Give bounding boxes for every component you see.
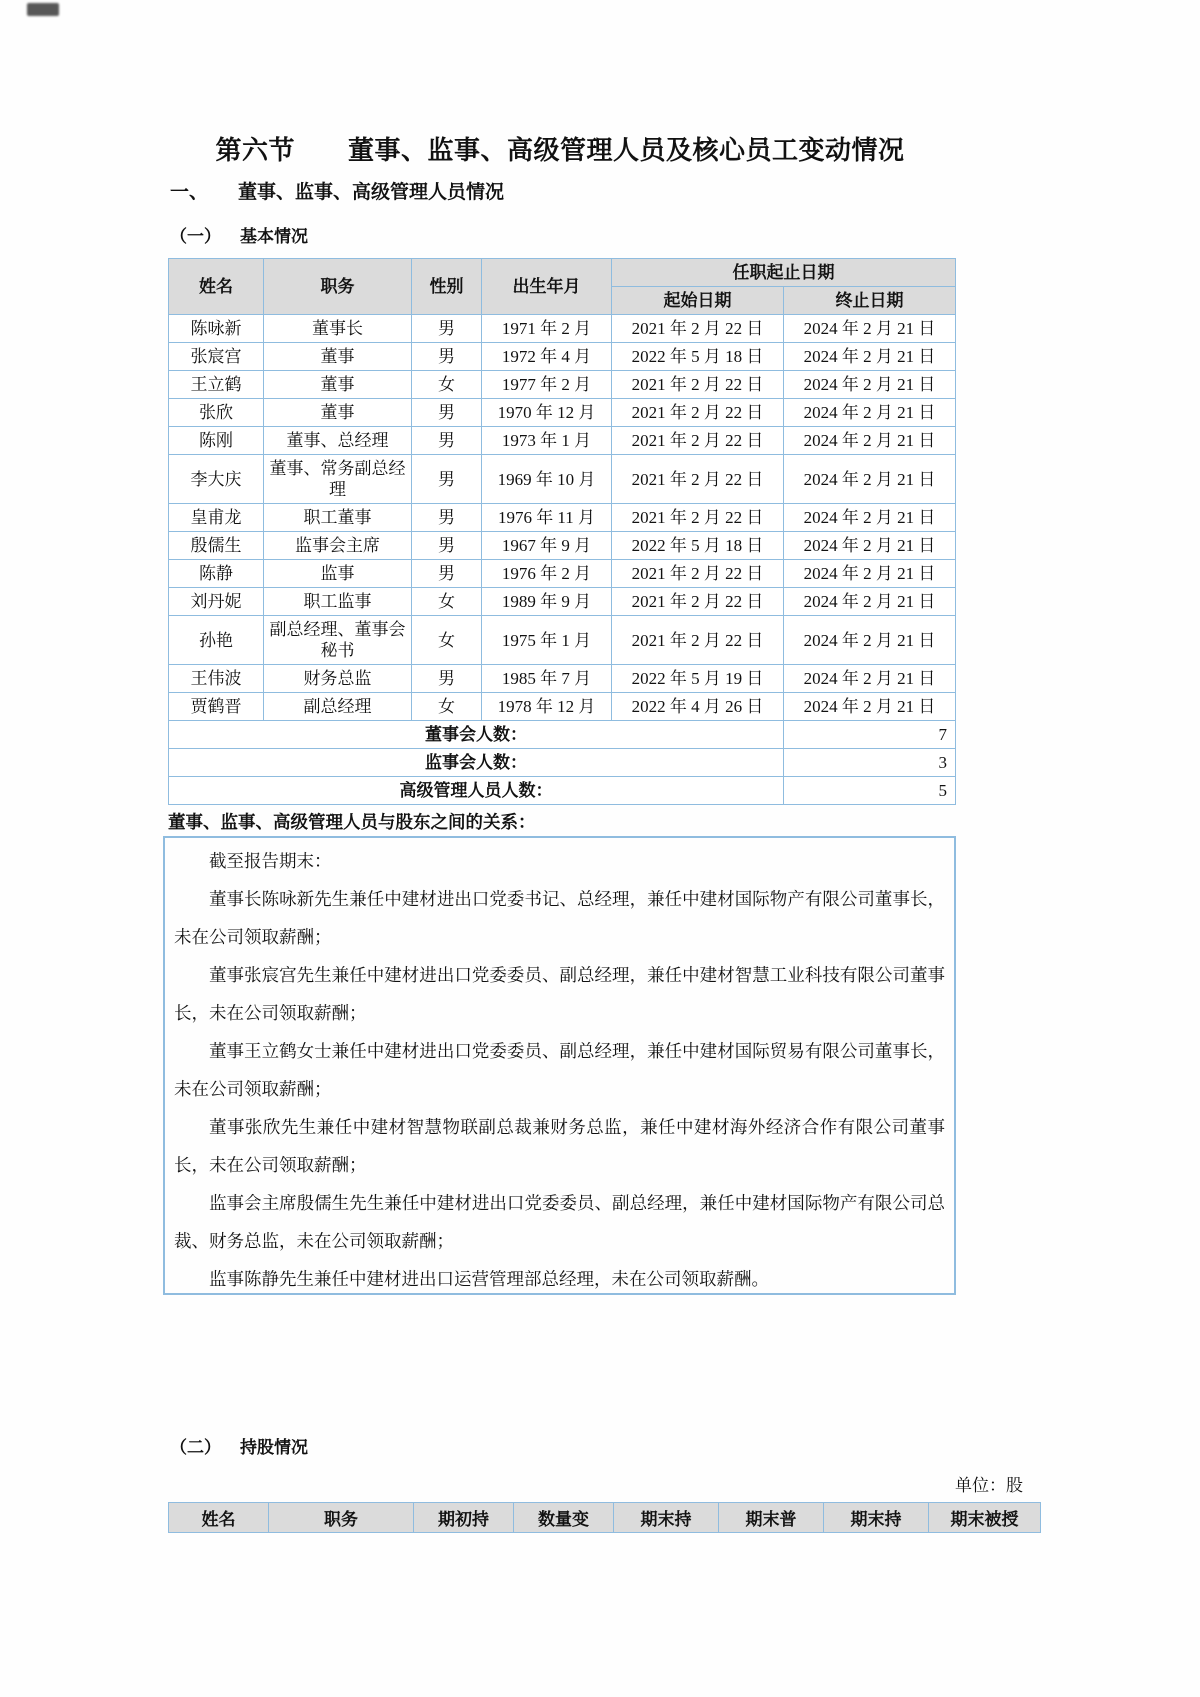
- relations-heading: 董事、监事、高级管理人员与股东之间的关系：: [168, 812, 536, 832]
- relations-text-box: [163, 836, 956, 1295]
- cell-birth: 1985 年 7 月: [482, 665, 612, 693]
- table-row: [169, 315, 956, 343]
- cell-name: 陈刚: [169, 427, 264, 455]
- cell-gender: 男: [412, 665, 482, 693]
- cell-gender: 男: [412, 560, 482, 588]
- cell-name: 皇甫龙: [169, 504, 264, 532]
- relations-paragraph: 监事会主席殷儒生先生兼任中建材进出口党委委员、副总经理，兼任中建材国际物产有限公司总裁、财务总监，未在公司领取薪酬；: [174, 1193, 945, 1251]
- cell-birth: 1978 年 12 月: [482, 693, 612, 721]
- shareholding-col-header: 期初持: [414, 1503, 514, 1533]
- cell-position: 董事、总经理: [264, 427, 412, 455]
- table-row: [169, 693, 956, 721]
- cell-name: 刘丹妮: [169, 588, 264, 616]
- cell-end-date: 2024 年 2 月 21 日: [784, 315, 956, 343]
- section-text: 董事、监事、高级管理人员情况: [238, 182, 505, 203]
- basic-info-table-header: [169, 259, 956, 315]
- cell-position: 董事: [264, 371, 412, 399]
- cell-end-date: 2024 年 2 月 21 日: [784, 693, 956, 721]
- shareholding-col-header: 职务: [269, 1503, 414, 1533]
- cell-end-date: 2024 年 2 月 21 日: [784, 427, 956, 455]
- cell-start-date: 2021 年 2 月 22 日: [612, 455, 784, 504]
- cell-end-date: 2024 年 2 月 21 日: [784, 371, 956, 399]
- section-number: 一、: [170, 182, 209, 203]
- cell-name: 孙艳: [169, 616, 264, 665]
- cell-start-date: 2022 年 5 月 18 日: [612, 343, 784, 371]
- basic-info-table: [168, 258, 956, 805]
- cell-gender: 女: [412, 588, 482, 616]
- cell-position: 董事长: [264, 315, 412, 343]
- cell-gender: 男: [412, 399, 482, 427]
- cell-birth: 1972 年 4 月: [482, 343, 612, 371]
- relations-paragraph: 董事长陈咏新先生兼任中建材进出口党委书记、总经理，兼任中建材国际物产有限公司董事长，未在公司领取薪酬；: [174, 889, 945, 947]
- relations-paragraph: 董事王立鹤女士兼任中建材进出口党委委员、副总经理，兼任中建材国际贸易有限公司董事长，未在公司领取薪酬；: [174, 1041, 945, 1099]
- summary-value: 7: [784, 721, 956, 749]
- cell-position: 监事: [264, 560, 412, 588]
- cell-start-date: 2021 年 2 月 22 日: [612, 399, 784, 427]
- page-title: 第六节 董事、监事、高级管理人员及核心员工变动情况: [215, 135, 905, 165]
- cell-name: 王立鹤: [169, 371, 264, 399]
- table-row: [169, 455, 956, 504]
- summary-label: 董事会人数：: [169, 721, 784, 749]
- summary-row: [169, 749, 956, 777]
- col-header-name: 姓名: [169, 259, 264, 315]
- cell-birth: 1970 年 12 月: [482, 399, 612, 427]
- cell-gender: 男: [412, 343, 482, 371]
- table-row: [169, 371, 956, 399]
- cell-end-date: 2024 年 2 月 21 日: [784, 665, 956, 693]
- col-header-start-date: 起始日期: [612, 287, 784, 315]
- shareholding-table: [168, 1502, 1041, 1533]
- cell-start-date: 2021 年 2 月 22 日: [612, 560, 784, 588]
- col-header-birth: 出生年月: [482, 259, 612, 315]
- cell-name: 殷儒生: [169, 532, 264, 560]
- cell-position: 财务总监: [264, 665, 412, 693]
- table-row: [169, 532, 956, 560]
- cell-gender: 男: [412, 427, 482, 455]
- scan-artifact: [27, 3, 59, 16]
- cell-birth: 1975 年 1 月: [482, 616, 612, 665]
- cell-gender: 男: [412, 315, 482, 343]
- cell-name: 李大庆: [169, 455, 264, 504]
- cell-birth: 1969 年 10 月: [482, 455, 612, 504]
- section-heading-1: [170, 181, 504, 205]
- shareholding-col-header: 数量变: [514, 1503, 614, 1533]
- subsection-heading-holding: [170, 1437, 308, 1459]
- relations-paragraph: 截至报告期末：: [209, 851, 332, 871]
- cell-gender: 女: [412, 616, 482, 665]
- cell-position: 董事、常务副总经理: [264, 455, 412, 504]
- cell-birth: 1973 年 1 月: [482, 427, 612, 455]
- shareholding-table-header: [169, 1503, 1041, 1533]
- cell-gender: 女: [412, 371, 482, 399]
- cell-name: 陈咏新: [169, 315, 264, 343]
- summary-row: [169, 777, 956, 805]
- cell-name: 张宸宫: [169, 343, 264, 371]
- shareholding-col-header: 期末被授: [929, 1503, 1041, 1533]
- cell-start-date: 2021 年 2 月 22 日: [612, 427, 784, 455]
- table-row: [169, 665, 956, 693]
- cell-birth: 1989 年 9 月: [482, 588, 612, 616]
- shareholding-col-header: 期末持: [614, 1503, 719, 1533]
- summary-label: 高级管理人员人数：: [169, 777, 784, 805]
- cell-birth: 1976 年 11 月: [482, 504, 612, 532]
- cell-position: 副总经理、董事会秘书: [264, 616, 412, 665]
- subsection-text: 基本情况: [240, 227, 308, 246]
- cell-start-date: 2021 年 2 月 22 日: [612, 616, 784, 665]
- cell-gender: 男: [412, 455, 482, 504]
- subsection-heading-basic: [170, 226, 308, 248]
- cell-start-date: 2021 年 2 月 22 日: [612, 588, 784, 616]
- relations-paragraph: 监事陈静先生兼任中建材进出口运营管理部总经理，未在公司领取薪酬。: [209, 1269, 769, 1289]
- table-row: [169, 399, 956, 427]
- col-header-end-date: 终止日期: [784, 287, 956, 315]
- cell-position: 董事: [264, 343, 412, 371]
- cell-birth: 1977 年 2 月: [482, 371, 612, 399]
- subsection-number: （二）: [170, 1438, 221, 1457]
- col-header-tenure: 任职起止日期: [612, 259, 956, 287]
- table-row: [169, 616, 956, 665]
- cell-name: 贾鹤晋: [169, 693, 264, 721]
- cell-position: 副总经理: [264, 693, 412, 721]
- table-row: [169, 343, 956, 371]
- table-row: [169, 504, 956, 532]
- cell-birth: 1971 年 2 月: [482, 315, 612, 343]
- cell-name: 王伟波: [169, 665, 264, 693]
- cell-start-date: 2021 年 2 月 22 日: [612, 504, 784, 532]
- cell-name: 张欣: [169, 399, 264, 427]
- cell-position: 职工董事: [264, 504, 412, 532]
- summary-value: 5: [784, 777, 956, 805]
- col-header-gender: 性别: [412, 259, 482, 315]
- cell-birth: 1976 年 2 月: [482, 560, 612, 588]
- cell-position: 监事会主席: [264, 532, 412, 560]
- cell-end-date: 2024 年 2 月 21 日: [784, 455, 956, 504]
- cell-end-date: 2024 年 2 月 21 日: [784, 616, 956, 665]
- shareholding-col-header: 姓名: [169, 1503, 269, 1533]
- cell-gender: 男: [412, 532, 482, 560]
- col-header-position: 职务: [264, 259, 412, 315]
- cell-end-date: 2024 年 2 月 21 日: [784, 560, 956, 588]
- relations-paragraph: 董事张宸宫先生兼任中建材进出口党委委员、副总经理，兼任中建材智慧工业科技有限公司董事长，未在公司领取薪酬；: [174, 965, 945, 1023]
- relations-paragraph: 董事张欣先生兼任中建材智慧物联副总裁兼财务总监，兼任中建材海外经济合作有限公司董事长，未在公司领取薪酬；: [174, 1117, 945, 1175]
- cell-start-date: 2022 年 5 月 18 日: [612, 532, 784, 560]
- cell-name: 陈静: [169, 560, 264, 588]
- summary-label: 监事会人数：: [169, 749, 784, 777]
- cell-start-date: 2022 年 5 月 19 日: [612, 665, 784, 693]
- cell-start-date: 2021 年 2 月 22 日: [612, 371, 784, 399]
- cell-gender: 女: [412, 693, 482, 721]
- table-row: [169, 588, 956, 616]
- subsection-text: 持股情况: [240, 1438, 308, 1457]
- unit-label: 单位：股: [955, 1476, 1023, 1495]
- cell-position: 董事: [264, 399, 412, 427]
- cell-end-date: 2024 年 2 月 21 日: [784, 588, 956, 616]
- cell-start-date: 2022 年 4 月 26 日: [612, 693, 784, 721]
- table-row: [169, 427, 956, 455]
- summary-value: 3: [784, 749, 956, 777]
- table-row: [169, 560, 956, 588]
- shareholding-col-header: 期末持: [824, 1503, 929, 1533]
- shareholding-col-header: 期末普: [719, 1503, 824, 1533]
- subsection-number: （一）: [170, 227, 221, 246]
- cell-gender: 男: [412, 504, 482, 532]
- cell-end-date: 2024 年 2 月 21 日: [784, 343, 956, 371]
- cell-birth: 1967 年 9 月: [482, 532, 612, 560]
- cell-start-date: 2021 年 2 月 22 日: [612, 315, 784, 343]
- cell-end-date: 2024 年 2 月 21 日: [784, 532, 956, 560]
- cell-position: 职工监事: [264, 588, 412, 616]
- summary-row: [169, 721, 956, 749]
- cell-end-date: 2024 年 2 月 21 日: [784, 504, 956, 532]
- cell-end-date: 2024 年 2 月 21 日: [784, 399, 956, 427]
